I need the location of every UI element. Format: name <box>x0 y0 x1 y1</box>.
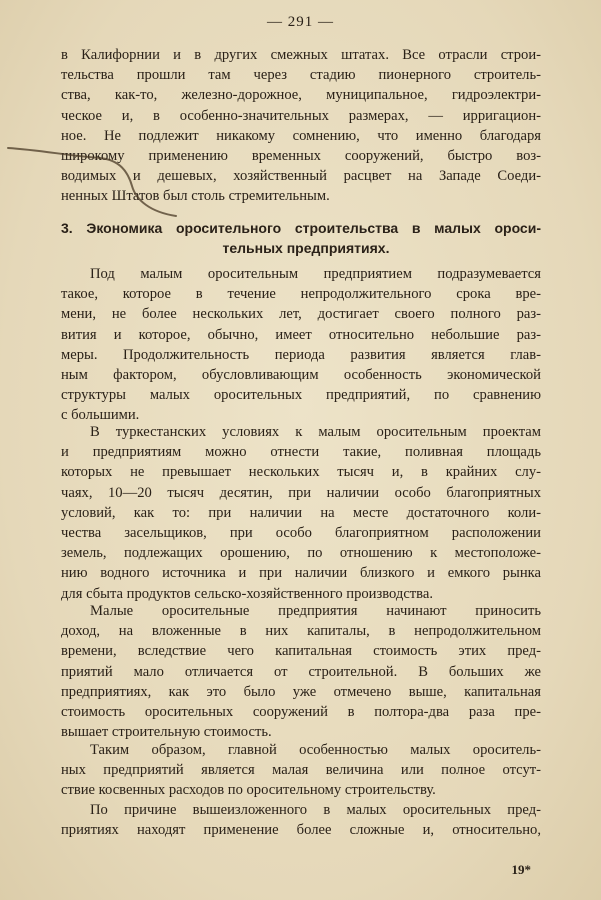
text-line: ненных Штатов был столь стремительным. <box>61 188 330 205</box>
paragraph-5 <box>61 800 541 840</box>
paragraph-3 <box>61 601 541 742</box>
text-line: приятиях находят применение более сложные и, относительно, <box>61 822 541 839</box>
text-line: водимых и дешевых, хозяйственный расцвет на Западе Соеди- <box>61 168 541 185</box>
text-line: ных предприятий является малая величина или полное отсут- <box>61 762 541 779</box>
text-line: которых не превышает нескольких тысяч и, в крайних слу- <box>61 464 541 481</box>
text-line: ства, как-то, железно-дорожное, муниципальное, гидроэлектри- <box>61 87 541 104</box>
text-line: в Калифорнии и в других смежных штатах. Все отрасли строи- <box>61 47 541 63</box>
text-line: ное. Не подлежит никакому сомнению, что именно благодаря <box>61 127 541 144</box>
text-line: тельства прошли там через стадию пионерного строитель- <box>61 67 541 84</box>
text-line: земель, подлежащих орошению, по отношению к местоположе- <box>61 545 541 562</box>
text-line: Малые оросительные предприятия начинают приносить <box>90 603 541 619</box>
text-line: меры. Продолжительность периода развития является глав- <box>61 346 541 363</box>
text-line: ным фактором, обусловливающим особенность экономической <box>61 366 541 383</box>
text-line: ческое и, в особенно-значительных размерах, — ирригацион- <box>61 107 541 124</box>
text-line: Под малым оросительным предприятием подразумевается <box>90 266 541 282</box>
page-number: — 291 — <box>267 14 334 30</box>
text-line: стоимость оросительных сооружений в полтора-два раза пре- <box>61 703 541 720</box>
text-line: В туркестанских условиях к малым оросительным проектам <box>90 424 541 440</box>
section-heading <box>61 218 541 258</box>
text-line: структуры малых оросительных предприятий, по сравнению <box>61 387 541 404</box>
text-line: нию водного источника и при наличии близкого и емкого рынка <box>61 565 541 582</box>
paragraph-2 <box>61 422 541 604</box>
text-line: По причине вышеизложенного в малых оросительных пред- <box>90 802 541 818</box>
text-line: условий, как то: при наличии на месте достаточного коли- <box>61 504 541 521</box>
paragraph-4 <box>61 740 541 801</box>
text-line: и предприятиям можно отнести такие, поливная площадь <box>61 444 541 461</box>
paragraph-1 <box>61 264 541 426</box>
text-line: с большими. <box>61 407 140 424</box>
signature-mark: 19* <box>511 862 531 877</box>
heading-line-2: тельных предприятиях. <box>222 240 390 257</box>
text-line: приятий мало отличается от строительной. В больших же <box>61 663 541 680</box>
text-line: чаях, 10—20 тысяч десятин, при наличии особо благоприятных <box>61 484 541 501</box>
text-line: мени, не более нескольких лет, достигает своего полного раз- <box>61 306 541 323</box>
text-line: вышает строительную стоимость. <box>61 724 272 741</box>
paragraph-intro <box>61 45 541 207</box>
text-line: для сбыта продуктов сельско-хозяйственного производства. <box>61 585 434 602</box>
text-line: времени, вследствие чего капитальная стоимость этих пред- <box>61 643 541 660</box>
text-line: вития и которое, обычно, имеет относительно небольшие раз- <box>61 326 541 343</box>
text-line: предприятиях, как это было уже отмечено выше, капитальная <box>61 683 541 700</box>
text-line: Таким образом, главной особенностью малых ороситель- <box>90 742 541 758</box>
text-line: ствие косвенных расходов по оросительному строительству. <box>61 782 436 799</box>
text-line: чества засельщиков, при особо благоприятном расположении <box>61 524 541 541</box>
text-line: такое, которое в течение непродолжительного срока вре- <box>61 286 541 303</box>
text-line: доход, на вложенные в них капиталы, в непродолжительном <box>61 623 541 640</box>
text-line: широкому применению временных сооружений, быстро воз- <box>61 147 541 164</box>
heading-line-1: 3. Экономика оросительного строительства в малых ороси- <box>61 220 541 236</box>
